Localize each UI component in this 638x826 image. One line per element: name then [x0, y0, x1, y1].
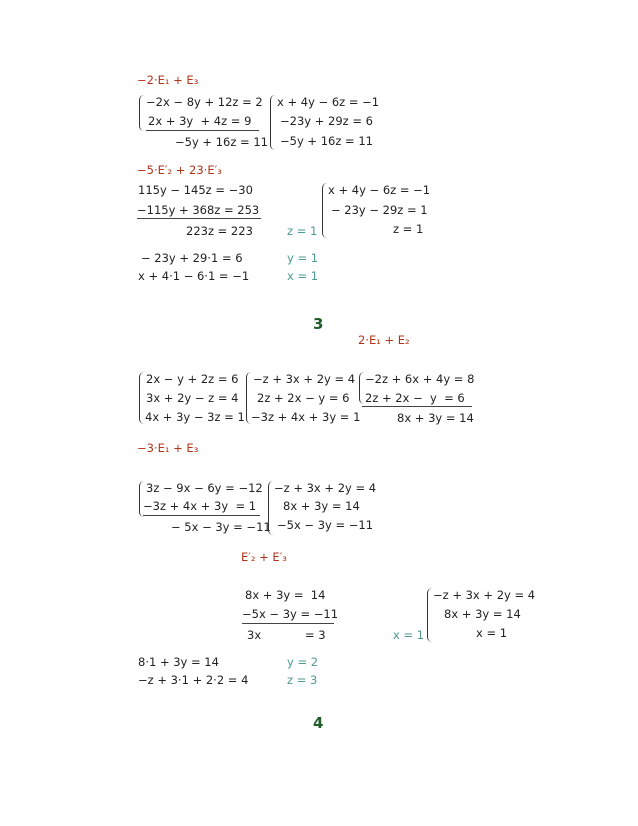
equation: 8x + 3y = 14 — [397, 411, 474, 425]
operation-label-3: E′₂ + E′₃ — [241, 550, 287, 564]
equation: 115y − 145z = −30 — [138, 183, 253, 197]
z-result: z = 3 — [287, 673, 318, 687]
equation: −2z + 6x + 4y = 8 — [365, 372, 475, 386]
equation: 8x + 3y = 14 — [283, 499, 360, 513]
sum-line — [143, 515, 260, 516]
sum-line — [137, 218, 261, 219]
z-result: z = 1 — [287, 224, 318, 238]
equation: − 23y − 29z = 1 — [331, 203, 428, 217]
equation: 2z + 2x − y = 6 — [257, 391, 350, 405]
equation: −3z + 4x + 3y = 1 — [251, 410, 361, 424]
equation: 3x — [247, 628, 262, 642]
equation: −5x − 3y = −11 — [242, 607, 339, 621]
equation: −5x − 3y = −11 — [277, 518, 374, 532]
equation: −5y + 16z = 11 — [280, 134, 373, 148]
equation: −5y + 16z = 11 — [175, 135, 268, 149]
brace — [139, 95, 145, 131]
equation: x + 4y − 6z = −1 — [277, 95, 380, 109]
operation-label-2: −5·E′₂ + 23·E′₃ — [137, 163, 222, 177]
y-result: y = 2 — [287, 655, 319, 669]
equation: x = 1 — [476, 626, 508, 640]
equation: 2x − y + 2z = 6 — [146, 372, 239, 386]
equation: 8x + 3y = 14 — [444, 607, 521, 621]
x-result: x = 1 — [393, 628, 425, 642]
equation: 8x + 3y = 14 — [245, 588, 326, 602]
equation: −3z + 4x + 3y = 1 — [143, 499, 257, 513]
equation: −115y + 368z = 253 — [137, 203, 260, 217]
equation: 2z + 2x − y = 6 — [365, 391, 465, 405]
sum-line — [242, 623, 334, 624]
equation: − 5x − 3y = −11 — [171, 520, 271, 534]
equation: 3z − 9x − 6y = −12 — [146, 481, 263, 495]
equation: 223z = 223 — [186, 224, 253, 238]
next-problem-number: 4 — [313, 714, 324, 732]
brace — [270, 95, 276, 150]
equation: −z + 3x + 2y = 4 — [433, 588, 536, 602]
equation: −2x − 8y + 12z = 2 — [146, 95, 263, 109]
equation: z = 1 — [393, 222, 424, 236]
equation: −23y + 29z = 6 — [280, 114, 373, 128]
back-substitution: x + 4·1 − 6·1 = −1 — [138, 269, 250, 283]
back-substitution: −z + 3·1 + 2·2 = 4 — [138, 673, 249, 687]
back-substitution: 8·1 + 3y = 14 — [138, 655, 219, 669]
y-result: y = 1 — [287, 251, 319, 265]
equation: x + 4y − 6z = −1 — [328, 183, 431, 197]
equation: −z + 3x + 2y = 4 — [274, 481, 377, 495]
operation-label-top: 2·E₁ + E₂ — [358, 333, 410, 347]
equation: 2x + 3y + 4z = 9 — [148, 114, 252, 128]
operation-label-2: −3·E₁ + E₃ — [137, 441, 199, 455]
operation-label-1: −2·E₁ + E₃ — [137, 73, 199, 87]
x-result: x = 1 — [287, 269, 319, 283]
problem-number: 3 — [313, 315, 324, 333]
sum-line — [362, 406, 472, 407]
sum-line — [146, 130, 259, 131]
equation: 4x + 3y − 3z = 1 — [145, 410, 245, 424]
back-substitution: − 23y + 29·1 = 6 — [141, 251, 243, 265]
equation: 3x + 2y − z = 4 — [146, 391, 239, 405]
equation: −z + 3x + 2y = 4 — [253, 372, 356, 386]
equation: = 3 — [305, 628, 326, 642]
